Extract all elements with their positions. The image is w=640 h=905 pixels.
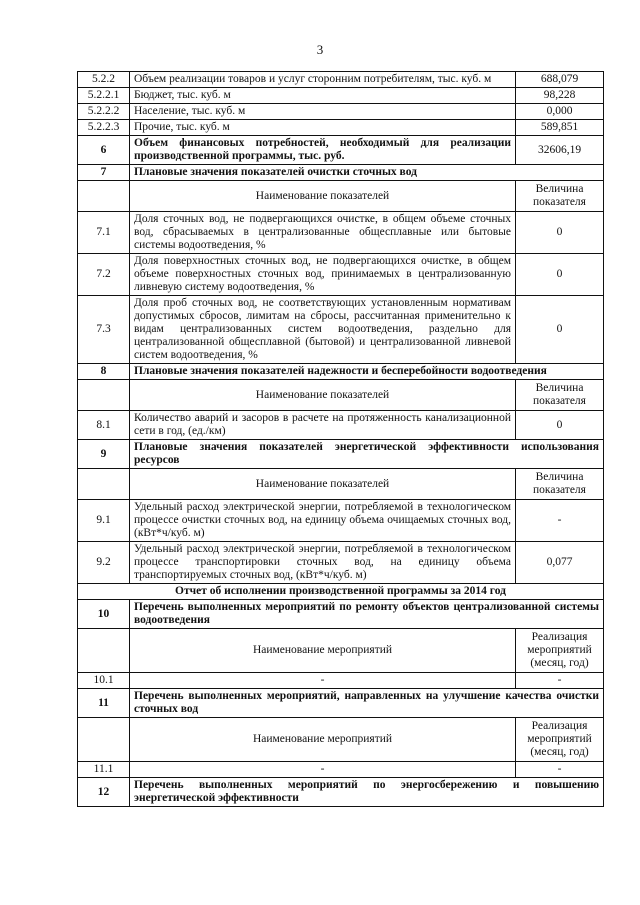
program-table — [77, 71, 604, 807]
row-number: 7.3 — [78, 296, 130, 364]
section-title: Плановые значения показателей очистки сточных вод — [130, 165, 604, 181]
empty-cell — [78, 629, 130, 673]
report-title: Отчет об исполнении производственной программы за 2014 год — [78, 584, 604, 600]
row-number: 6 — [78, 136, 130, 165]
section-title: Перечень выполненных мероприятий по энергосбережению и повышению энергетической эффективности — [130, 778, 604, 807]
row-number: 10.1 — [78, 673, 130, 689]
table-row — [78, 136, 604, 165]
row-value: - — [516, 673, 604, 689]
row-number: 9.2 — [78, 542, 130, 584]
row-number: 9.1 — [78, 500, 130, 542]
column-header-value: Реализация мероприятий (месяц, год) — [516, 718, 604, 762]
table-row — [78, 212, 604, 254]
column-header-value: Величина показателя — [516, 469, 604, 500]
column-header-name: Наименование мероприятий — [130, 718, 516, 762]
section-heading-row — [78, 600, 604, 629]
row-value: 0 — [516, 254, 604, 296]
table-row — [78, 762, 604, 778]
column-header-row — [78, 181, 604, 212]
row-description: Население, тыс. куб. м — [130, 104, 516, 120]
row-description: Объем реализации товаров и услуг сторонним потребителям, тыс. куб. м — [130, 72, 516, 88]
row-value: 589,851 — [516, 120, 604, 136]
row-number: 5.2.2 — [78, 72, 130, 88]
row-description: Доля сточных вод, не подвергающихся очистке, в общем объеме сточных вод, сбрасываемых в централизованные общесплавные или бытовые системы водоотведения, % — [130, 212, 516, 254]
row-description: Количество аварий и засоров в расчете на протяженность канализационной сети в год, (ед./км) — [130, 411, 516, 440]
row-description: - — [130, 762, 516, 778]
column-header-name: Наименование показателей — [130, 469, 516, 500]
row-value: 32606,19 — [516, 136, 604, 165]
section-heading-row — [78, 689, 604, 718]
column-header-value: Величина показателя — [516, 181, 604, 212]
table-row — [78, 72, 604, 88]
table-row — [78, 296, 604, 364]
row-description: Доля поверхностных сточных вод, не подвергающихся очистке, в общем объеме поверхностных сточных вод, принимаемых в централизованную ливневую систему водоотведения, % — [130, 254, 516, 296]
row-description: Удельный расход электрической энергии, потребляемой в технологическом процессе очистки сточных вод, на единицу объема очищаемых сточных вод, (кВт*ч/куб. м) — [130, 500, 516, 542]
row-value: 688,079 — [516, 72, 604, 88]
row-description: Бюджет, тыс. куб. м — [130, 88, 516, 104]
empty-cell — [78, 181, 130, 212]
row-number: 7.2 — [78, 254, 130, 296]
table-row — [78, 254, 604, 296]
section-title: Перечень выполненных мероприятий по ремонту объектов централизованной системы водоотведения — [130, 600, 604, 629]
row-description: Удельный расход электрической энергии, потребляемой в технологическом процессе транспортировки сточных вод, на единицу объема транспортируемых сточных вод, (кВт*ч/куб. м) — [130, 542, 516, 584]
column-header-value: Величина показателя — [516, 380, 604, 411]
empty-cell — [78, 718, 130, 762]
column-header-row — [78, 718, 604, 762]
section-heading-row — [78, 165, 604, 181]
row-value: 0,000 — [516, 104, 604, 120]
section-title: Плановые значения показателей энергетической эффективности использования ресурсов — [130, 440, 604, 469]
section-number: 7 — [78, 165, 130, 181]
section-heading-row — [78, 778, 604, 807]
column-header-name: Наименование мероприятий — [130, 629, 516, 673]
column-header-row — [78, 629, 604, 673]
section-heading-row — [78, 440, 604, 469]
column-header-row — [78, 469, 604, 500]
row-description: - — [130, 673, 516, 689]
row-description: Прочие, тыс. куб. м — [130, 120, 516, 136]
table-row — [78, 411, 604, 440]
row-number: 7.1 — [78, 212, 130, 254]
table-row — [78, 88, 604, 104]
section-number: 12 — [78, 778, 130, 807]
section-number: 11 — [78, 689, 130, 718]
row-value: 98,228 — [516, 88, 604, 104]
empty-cell — [78, 380, 130, 411]
column-header-row — [78, 380, 604, 411]
row-number: 5.2.2.3 — [78, 120, 130, 136]
table-row — [78, 500, 604, 542]
row-value: 0 — [516, 296, 604, 364]
row-value: 0 — [516, 411, 604, 440]
row-number: 11.1 — [78, 762, 130, 778]
row-number: 8.1 — [78, 411, 130, 440]
row-value: - — [516, 762, 604, 778]
section-heading-row — [78, 364, 604, 380]
column-header-value: Реализация мероприятий (месяц, год) — [516, 629, 604, 673]
page-number: 3 — [316, 42, 324, 57]
row-description: Доля проб сточных вод, не соответствующих установленным нормативам допустимых сбросов, лимитам на сбросы, рассчитанная применительно к видам централизованных систем водоотведения, раздельно для централизованной общесплавной (бытовой) и централизованной ливневой систем водоотведения, % — [130, 296, 516, 364]
empty-cell — [78, 469, 130, 500]
table-row — [78, 542, 604, 584]
section-number: 8 — [78, 364, 130, 380]
table-row — [78, 673, 604, 689]
column-header-name: Наименование показателей — [130, 380, 516, 411]
section-title: Плановые значения показателей надежности и бесперебойности водоотведения — [130, 364, 604, 380]
row-description: Объем финансовых потребностей, необходимый для реализации производственной программы, тыс. руб. — [130, 136, 516, 165]
row-value: - — [516, 500, 604, 542]
column-header-name: Наименование показателей — [130, 181, 516, 212]
row-number: 5.2.2.1 — [78, 88, 130, 104]
section-number: 10 — [78, 600, 130, 629]
row-value: 0,077 — [516, 542, 604, 584]
report-title-row — [78, 584, 604, 600]
section-number: 9 — [78, 440, 130, 469]
row-number: 5.2.2.2 — [78, 104, 130, 120]
section-title: Перечень выполненных мероприятий, направленных на улучшение качества очистки сточных вод — [130, 689, 604, 718]
table-row — [78, 104, 604, 120]
row-value: 0 — [516, 212, 604, 254]
table-row — [78, 120, 604, 136]
